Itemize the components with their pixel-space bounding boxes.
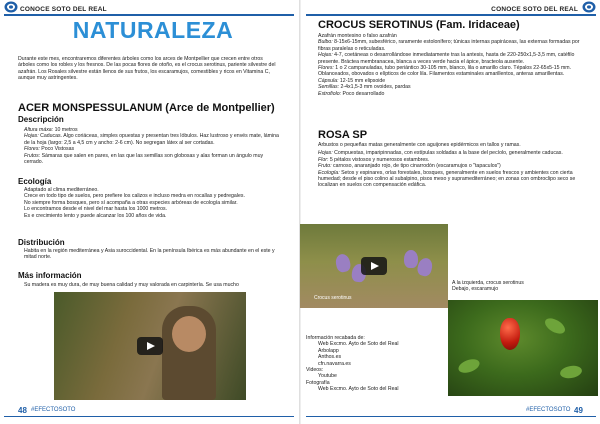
- photo-caption: A la izquierda, crocus serotinus Debajo, escaramujo: [452, 280, 524, 293]
- right-header: [306, 2, 596, 16]
- right-page: [300, 0, 600, 424]
- crocus-description: [318, 33, 586, 97]
- rosa-intro: Arbustos o pequeñas matas generalmente con aguijones epidérmicos en tallos y ramas.: [318, 142, 521, 148]
- rosehip-photo: [448, 300, 598, 396]
- photo-source: Web Excmo. Ayto de Soto del Real: [318, 386, 399, 393]
- more-info-text: Su madera es muy dura, de muy buena calidad y muy valorada en carpintería. Se usa mucho: [24, 282, 239, 288]
- header-rule: [306, 14, 596, 16]
- species-title-crocus: CROCUS SEROTINUS (Fam. Iridaceae): [318, 19, 520, 31]
- play-icon[interactable]: [137, 337, 163, 355]
- ecology-heading: Ecología: [18, 177, 52, 186]
- video-face: [172, 316, 206, 352]
- more-info-heading: Más información: [18, 271, 82, 280]
- rosa-description: [318, 142, 586, 189]
- hashtag: #EFECTOSOTO: [526, 407, 571, 413]
- rosa-line: Ecología: Setos y espinares, orlas forestales, bosques, generalmente en suelos frescos y ambientes con cierta humedad; desde el piso colino al subalpino, pisos meso y supramediterráneo; en zonas con ombroclipo seco se localizan en suelos con compensación edáfica.: [318, 169, 576, 189]
- info-source: Arbolapp: [318, 347, 339, 354]
- crocus-line: Bulbo: 8-15x6-15mm, subesférico, raramente estolonífero; túnicas internas papiráceas, las externas formadas por fibras paralelas o reticuladas.: [318, 39, 580, 52]
- intro-paragraph: Durante este mes, encontraremos diferentes árboles como los arces de Montpellier que crecen entre otros árboles como los robles y los fresnos. De las pocas flores de otoño, es el crocus serotinus, pariente silvestre del azafrán. Los Rosales silvestre están llenos de sus frutos, los escaramujos, comestibles y ricos en Vitamina C, aunque muy astringentes.: [18, 56, 276, 82]
- crocus-line: Semillas: 2-4x1,5-3 mm ovoides, pardas: [318, 84, 411, 91]
- info-heading: Información recabada de:: [306, 335, 365, 341]
- leaf: [457, 357, 482, 376]
- section-label: CONOCE SOTO DEL REAL: [20, 5, 107, 13]
- description-list: [24, 127, 282, 165]
- info-source: Web Excmo. Ayto de Soto del Real: [318, 341, 399, 348]
- rosa-line: Fruto: carnoso, anaranjado rojo, de tipo cinarrodón (escaramujos o "tapaculos"): [318, 163, 501, 170]
- page-title: NATURALEZA: [72, 17, 234, 43]
- eco-line: Adaptado al clima mediterráneo.: [24, 187, 99, 193]
- video-caption: Crocus serotinus: [314, 295, 352, 301]
- video-player-acer[interactable]: [54, 292, 246, 400]
- logo-icon: [4, 1, 18, 13]
- footer-rule: [4, 416, 294, 417]
- play-icon[interactable]: [361, 257, 387, 275]
- footer-rule: [306, 416, 596, 417]
- eco-line: Es e crecimiento lento y puede alcanzar los 100 años de vida.: [24, 212, 167, 219]
- crocus-line: Hojas: 4-7, coetáneas o desarrollándose inmediatamente tras la antesis, hasta de 220-250x1,5-3,5 mm, catéfilo presente. Bráctea membranacea, blanca a veces verde hacia el ápice, bracteola ausente.: [318, 52, 575, 65]
- desc-line: Altura máxa: 10 metros: [24, 127, 78, 133]
- left-header: [4, 2, 294, 16]
- page-number: 48: [18, 406, 27, 415]
- logo-icon: [582, 1, 596, 13]
- info-source: cfn.navarra.es: [318, 360, 351, 367]
- crocus-line: Flores: 1 o 2 campanuladas, tubo periántico 30-105 mm, blanco, lila o amarillo claro. Tépalos 22-65x5-15 mm. Oblanceados, obovados o elípticos de color lila. Filamentos estaminales amarillentos, anteras amarillentas.: [318, 65, 572, 78]
- header-rule: [4, 14, 294, 16]
- sources-list: [306, 335, 446, 393]
- desc-line: Frutos: Sámaras que salen en pares, en las que las semillas son globosas y alas forman un ángulo muy cerrado.: [24, 152, 264, 166]
- desc-line: Hojas: Caducas. Algo coriáceas, simples opuestas y presentan tres lóbulos. Haz lustroso y envés mate, lámina de la hoja (largo: 2,5 a 4,5 cm y ancho: 2-6 cm). No segregan látex al ser cortadas.: [24, 133, 279, 146]
- species-title-rosa: ROSA SP: [318, 129, 368, 141]
- hashtag: #EFECTOSOTO: [31, 407, 76, 413]
- distribution-text: Habita en la región mediterránea y Asia suroccidental. En la península Ibérica es más abundante en el este y mitad norte.: [24, 248, 275, 261]
- videos-heading: Videos:: [306, 367, 324, 374]
- crocus-flower: [334, 253, 351, 274]
- video-source: Youtube: [318, 373, 337, 380]
- crocus-intro: Azafrán montesino o falso azafrán: [318, 33, 397, 39]
- page-number: 49: [574, 406, 583, 415]
- leaf: [542, 315, 567, 336]
- leaf: [559, 364, 583, 380]
- rosa-line: Flor: 5 pétalos vistosos y numerosos estambres.: [318, 156, 430, 163]
- crocus-line: Estrofiolo: Poco desarrollado: [318, 90, 385, 97]
- photo-heading: Fotografía: [306, 379, 330, 386]
- species-title-acer: ACER MONSPESSULANUM (Arce de Montpellier): [18, 102, 275, 114]
- eco-line: Lo encontramos desde el nivel del mar hasta los 1000 metros.: [24, 206, 168, 213]
- desc-line: Flores: Poco Vistosas: [24, 146, 75, 153]
- eco-line: No siempre forma bosques, pero sí acompaña a otras especies arbóreas de ecología similar.: [24, 199, 238, 206]
- description-heading: Descripción: [18, 115, 64, 124]
- rosehip: [500, 318, 520, 350]
- rosa-line: Hojas: Compuestas, imparipinnadas, con estípulas soldadas a la base del pecíolo, generalmente caducas.: [318, 150, 563, 157]
- section-label: CONOCE SOTO DEL REAL: [491, 5, 578, 13]
- distribution-heading: Distribución: [18, 238, 65, 247]
- info-source: Anthos.es: [318, 354, 342, 361]
- ecology-list: [24, 187, 282, 219]
- eco-line: Crece en todo tipo de suelos, pero prefiere los calizos e incluso medra en rocallas y pedregales.: [24, 193, 245, 200]
- crocus-flower: [404, 250, 418, 268]
- crocus-line: Cápsula: 12-15 mm elipsoide: [318, 77, 386, 84]
- video-player-crocus[interactable]: [300, 224, 448, 308]
- crocus-flower: [416, 257, 434, 278]
